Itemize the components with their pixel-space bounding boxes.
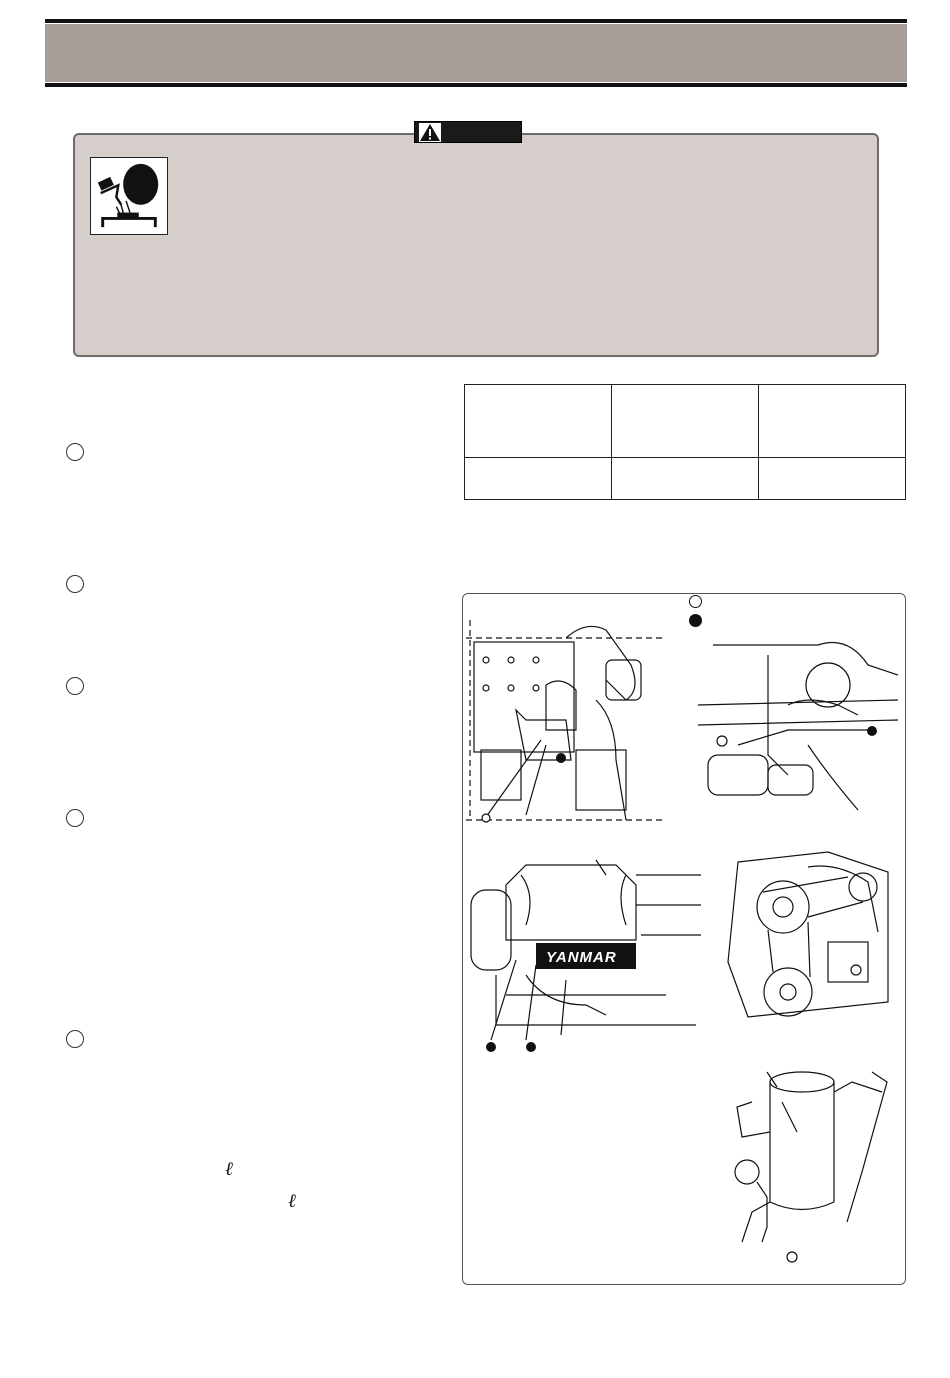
open-circle-icon xyxy=(689,595,702,608)
item-marker-5 xyxy=(66,1030,84,1048)
brand-label: YANMAR xyxy=(546,949,617,966)
oil-filter-drawing xyxy=(722,1062,898,1267)
filled-circle-icon xyxy=(689,614,702,627)
item-marker-3 xyxy=(66,677,84,695)
liter-symbol-1: ℓ xyxy=(225,1158,233,1180)
header-top-rule xyxy=(45,19,907,23)
item-marker-1 xyxy=(66,443,84,461)
liter-symbol-2: ℓ xyxy=(288,1190,296,1212)
warning-triangle-icon xyxy=(419,123,441,142)
item-marker-2 xyxy=(66,575,84,593)
header-band xyxy=(45,24,907,82)
item-marker-4 xyxy=(66,809,84,827)
hazard-face-spray-icon xyxy=(90,157,168,235)
table-cell xyxy=(612,458,759,500)
engine-drawing-right-drain xyxy=(698,635,898,815)
header-bottom-rule xyxy=(45,83,907,87)
table-cell xyxy=(612,385,759,458)
caution-tag xyxy=(414,121,522,143)
table-cell xyxy=(759,458,906,500)
caution-box xyxy=(73,133,879,357)
engine-drawing-left-side xyxy=(466,620,666,825)
table-cell xyxy=(465,458,612,500)
spec-table xyxy=(464,384,906,500)
table-cell xyxy=(465,385,612,458)
engine-drawing-front-belts xyxy=(718,842,898,1032)
table-cell xyxy=(759,385,906,458)
engine-drawing-top-view xyxy=(466,855,706,1055)
